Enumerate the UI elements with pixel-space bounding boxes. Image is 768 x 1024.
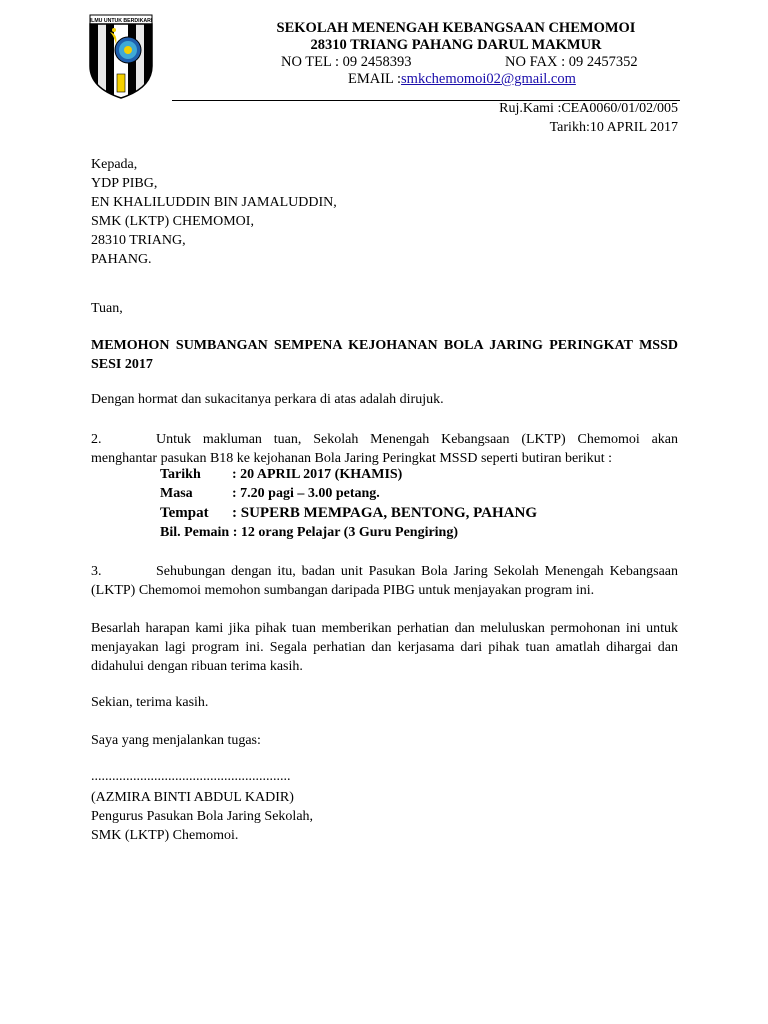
- school-address: 28310 TRIANG PAHANG DARUL MAKMUR: [310, 37, 602, 53]
- recipient-line: YDP PIBG,: [91, 176, 158, 191]
- detail-label: Masa: [160, 486, 193, 501]
- tel-number: NO TEL : 09 2458393: [281, 54, 412, 70]
- closing: Sekian, terima kasih.: [91, 695, 209, 710]
- recipient-line: EN KHALILUDDIN BIN JAMALUDDIN,: [91, 195, 337, 210]
- recipient-line: 28310 TRIANG,: [91, 233, 186, 248]
- detail-label: Tarikh: [160, 467, 201, 482]
- recipient-line: Kepada,: [91, 157, 138, 172]
- reference-number: Ruj.Kami :CEA0060/01/02/005: [499, 101, 678, 116]
- detail-tempat: [160, 505, 537, 522]
- detail-value: : SUPERB MEMPAGA, BENTONG, PAHANG: [232, 505, 538, 521]
- detail-label: Tempat: [160, 505, 209, 521]
- paragraph-number: 2.: [91, 432, 102, 447]
- detail-bil-pemain: [160, 525, 458, 541]
- fax-number: NO FAX : 09 2457352: [505, 54, 638, 70]
- paragraph-number: 3.: [91, 564, 102, 579]
- email-line: [348, 71, 576, 88]
- signatory-name: (AZMIRA BINTI ABDUL KADIR): [91, 790, 294, 805]
- school-logo: [88, 14, 154, 100]
- detail-value: : 7.20 pagi – 3.00 petang.: [232, 486, 380, 501]
- paragraph-text: Untuk makluman tuan, Sekolah Menengah Kebangsaan (LKTP) Chemomoi akan menghantar pasukan B18 ke kejohanan Bola Jaring Peringkat MSSD seperti butiran berikut :: [91, 432, 678, 466]
- duty-line: Saya yang menjalankan tugas:: [91, 733, 261, 748]
- recipient-line: SMK (LKTP) CHEMOMOI,: [91, 214, 254, 229]
- letter-date: Tarikh:10 APRIL 2017: [549, 120, 678, 135]
- signatory-school: SMK (LKTP) Chemomoi.: [91, 828, 239, 843]
- paragraph-text: Sehubungan dengan itu, badan unit Pasukan Bola Jaring Sekolah Menengah Kebangsaan (LKTP) Chemomoi memohon sumbangan daripada PIBG untuk menjayakan program ini.: [91, 564, 678, 598]
- letter-subject: MEMOHON SUMBANGAN SEMPENA KEJOHANAN BOLA JARING PERINGKAT MSSD SESI 2017: [91, 338, 678, 372]
- signature-line: .........................................................: [91, 769, 291, 784]
- email-label: EMAIL :: [348, 71, 402, 87]
- opening-sentence: Dengan hormat dan sukacitanya perkara di atas adalah dirujuk.: [91, 392, 444, 407]
- recipient-line: PAHANG.: [91, 252, 152, 267]
- detail-value: : 20 APRIL 2017 (KHAMIS): [232, 467, 403, 482]
- detail-masa: [160, 486, 380, 502]
- email-link[interactable]: smkchemomoi02@gmail.com: [401, 71, 576, 87]
- salutation: Tuan,: [91, 301, 123, 316]
- school-name: SEKOLAH MENENGAH KEBANGSAAN CHEMOMOI: [276, 20, 636, 36]
- detail-value: : 12 orang Pelajar (3 Guru Pengiring): [232, 525, 459, 540]
- logo-motto: ILMU UNTUK BERDIKARI: [89, 18, 153, 24]
- detail-tarikh: [160, 467, 402, 483]
- detail-label: Bil. Pemain: [160, 525, 230, 540]
- paragraph-2: [91, 430, 678, 468]
- paragraph-3: [91, 562, 678, 600]
- paragraph-4: Besarlah harapan kami jika pihak tuan memberikan perhatian dan meluluskan permohonan ini untuk menjayakan lagi program ini. Segala perhatian dan kerjasama dari pihak tuan amatlah dihargai dan didahului dengan ribuan terima kasih.: [91, 621, 678, 674]
- signatory-title: Pengurus Pasukan Bola Jaring Sekolah,: [91, 809, 314, 824]
